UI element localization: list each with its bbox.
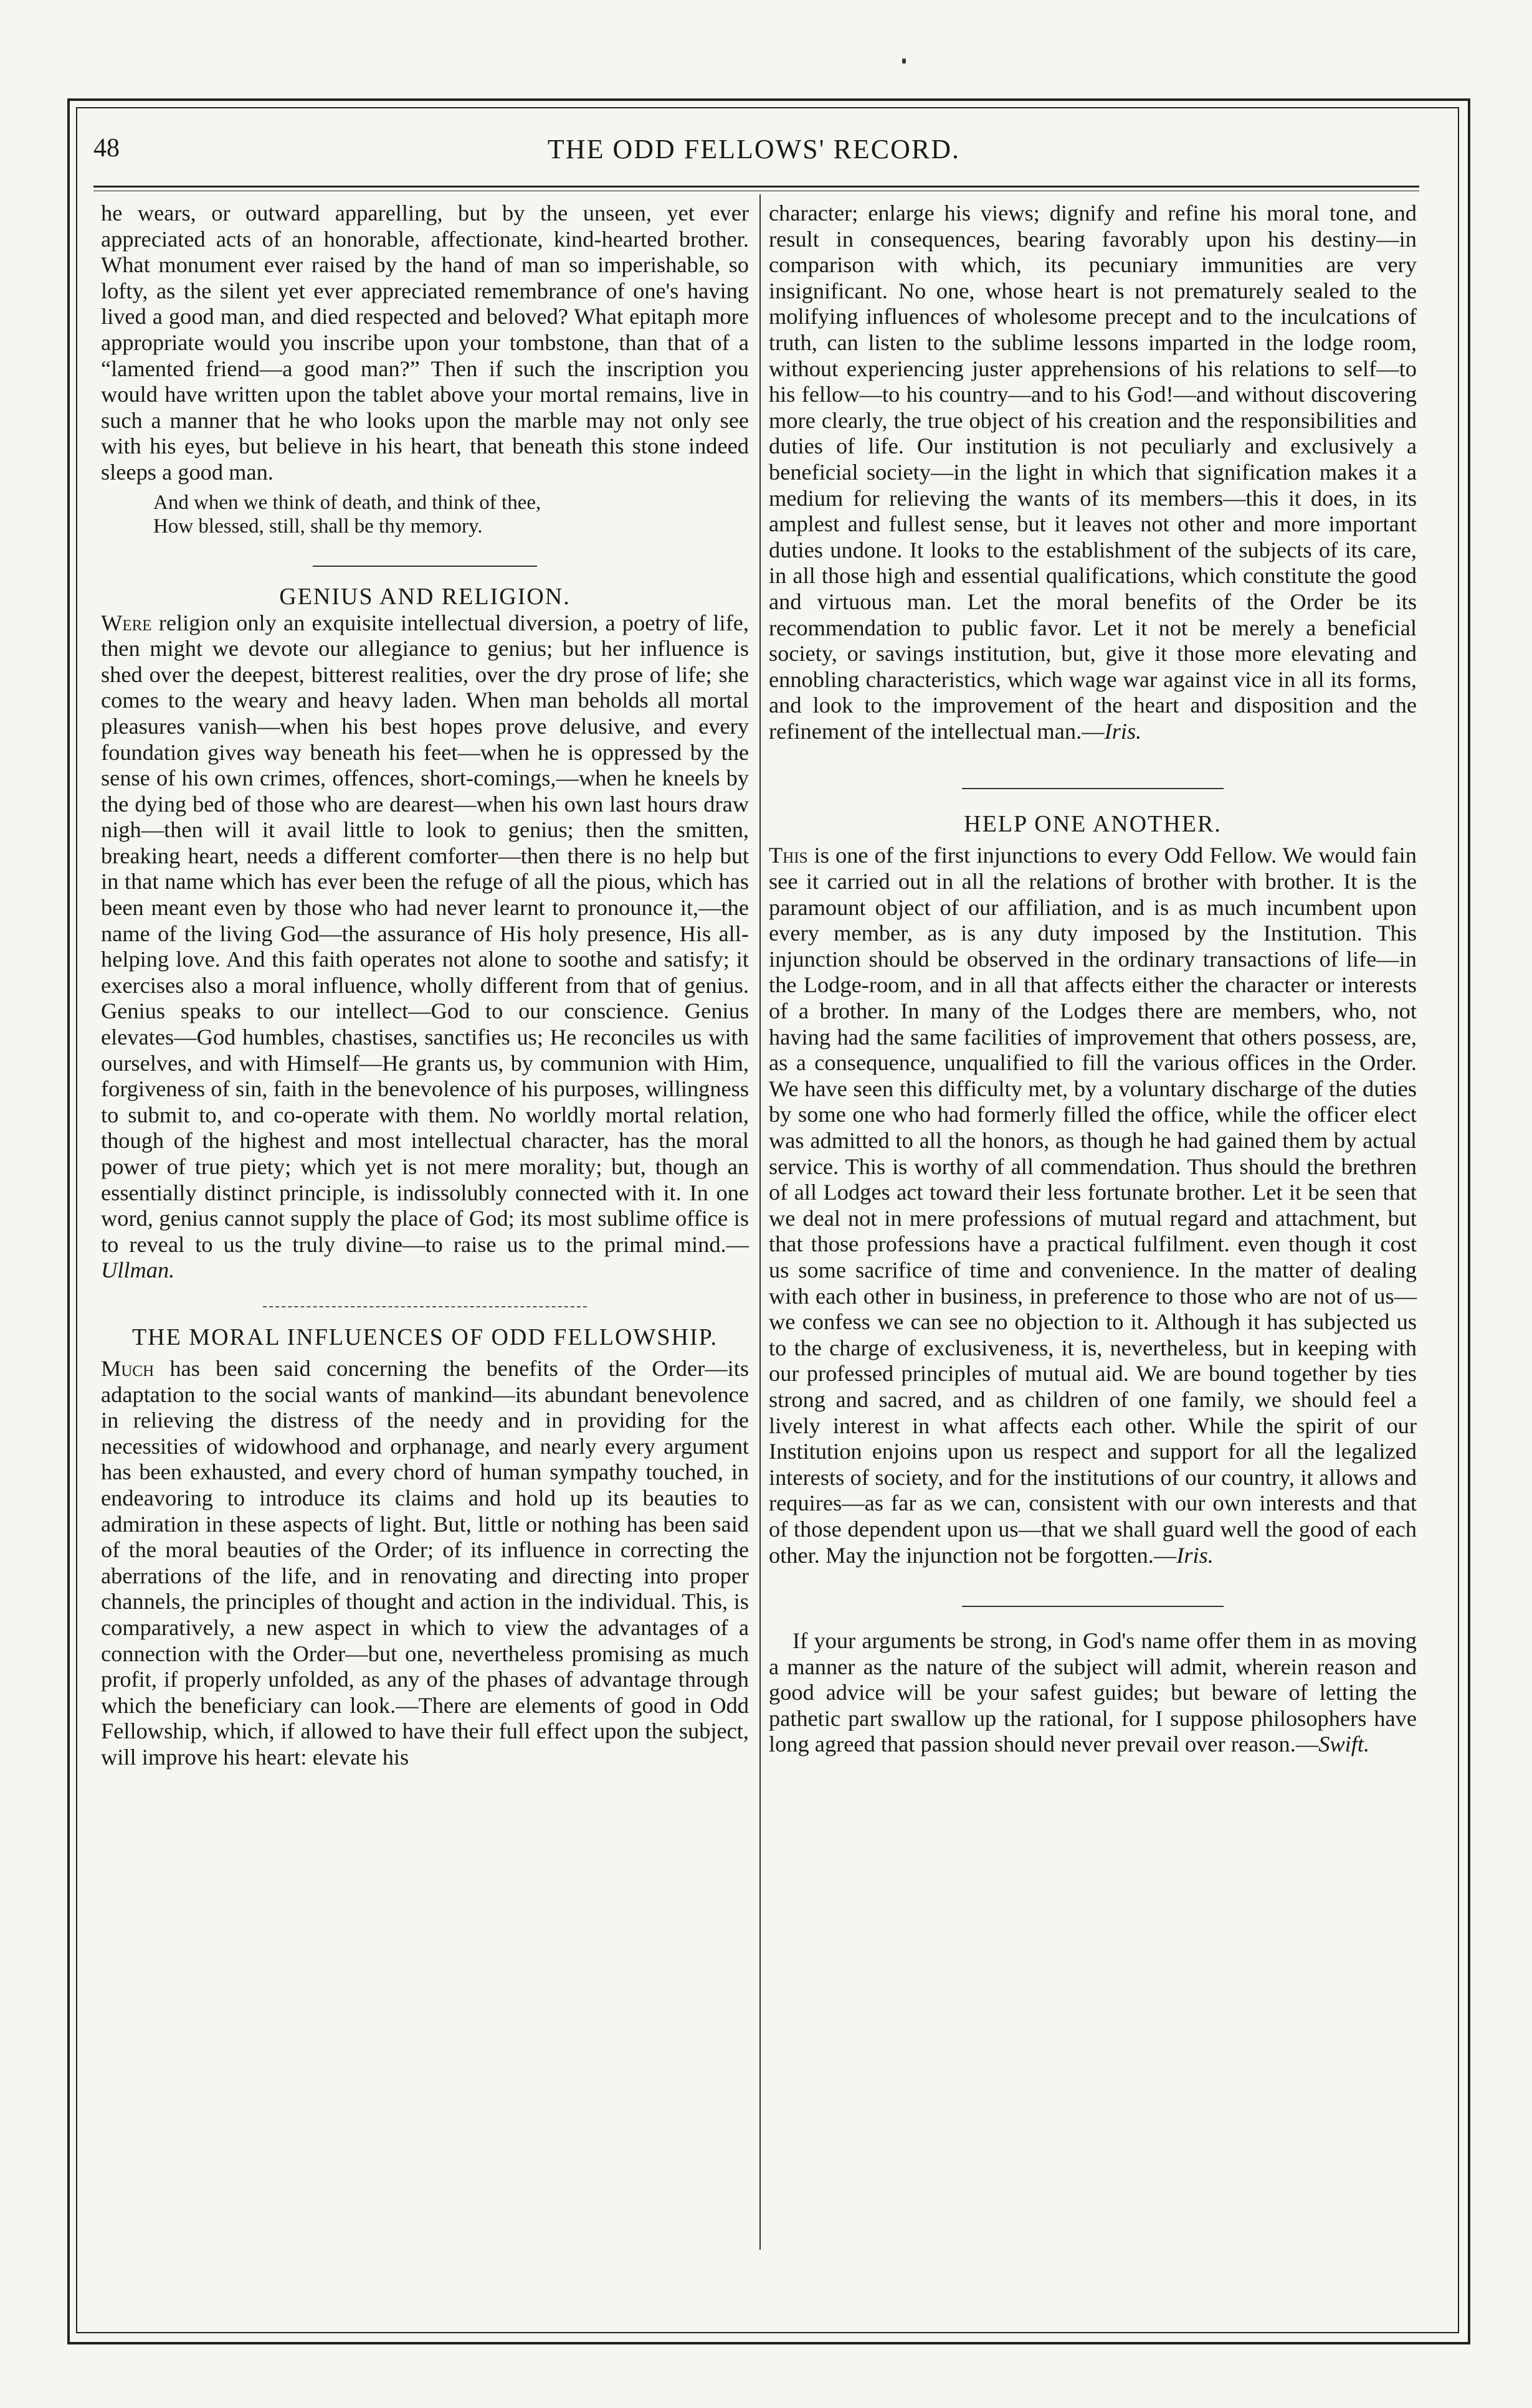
poem-line: How blessed, still, shall be thy memory.: [153, 514, 483, 538]
lead-word: Much: [101, 1355, 155, 1381]
continued-paragraph: he wears, or outward apparelling, but by the unseen, yet ever appreciated acts of an honorable, affectionate, kind-hearted brother. What monument ever raised by the hand of man so imperishable, so lofty, as the silent yet ever appreciated remembrance of one's having lived a good man, and died respected and beloved? What epitaph more appropriate would you inscribe upon your tombstone, than that of a “lamented friend—a good man?” Then if such the inscription you would have written upon the tablet above your mortal remains, live in such a manner that he who looks upon the marble may not only see with his eyes, but believe in his heart, that beneath this stone indeed sleeps a good man.: [101, 201, 749, 485]
section-rule: [962, 788, 1224, 789]
body-text: has been said concerning the benefits of the Order—its adaptation to the social wants of mankind—its abundant benevolence in relieving the distress of the needy and in providing for the necessities of widowhood and orphanage, and nearly every argument has been exhausted, and every chord of human sympathy touched, in endeavoring to introduce its claims and hold up its beauties to admiration in these aspects of light. But, little or nothing has been said of the moral beauties of the Order; of its influence in correcting the aberrations of the life, and in renovating and directing into proper channels, the principles of thought and action in the individual. This, is comparatively, a new aspect in which to view the advantages of a connection with the Order—but one, nevertheless promising as much profit, if properly unfolded, as any of the phases of advantage through which the beneficiary can look.—There are elements of good in Odd Fellowship, which, if allowed to have their full effect upon the subject, will improve his heart: elevate his: [101, 1355, 749, 1770]
attribution: Swift.: [1318, 1732, 1370, 1757]
body-text: is one of the first injunctions to every Odd Fellow. We would fain see it carried out in all the relations of brother with brother. It is the paramount object of our affiliation, and is as much incumbent upon every member, as is any duty imposed by the Institution. This injunction should be observed in the ordinary transactions of life—in the Lodge-room, and in all that affects either the character or interests of a brother. In many of the Lodges there are members, who, not having had the same facilities of improvement that others possess, are, as a consequence, unqualified to fill the various offices in the Order. We have seen this difficulty met, by a voluntary discharge of the duties by some one who had formerly filled the office, while the officer elect was admitted to all the honors, as though he had gained them by actual service. This is worthy of all commendation. Thus should the brethren of all Lodges act toward their less fortunate brother. Let it be seen that we deal not in mere professions of mutual regard and attachment, but that those professions have a practical fulfilment. even though it cost us some sacrifice of time and convenience. In the matter of dealing with each other in business, in preference to those who are not of us—we confess we can see no objection to it. Although it has subjected us to the charge of exclusiveness, it is, nevertheless, but in keeping with our professed principles of mutual aid. We are bound together by ties strong and sacred, and as children of one family, we should feel a lively interest in what affects each other. While the spirit of our Institution enjoins upon us respect and support for all the legalized interests of society, and for the institutions of our country, it allows and requires—as far as we can, consistent with our own interests and that of those dependent upon us—that we shall guard well the good of each other. May the injunction not be forgotten.—: [769, 843, 1417, 1568]
body-text: religion only an exquisite intellectual diversion, a poetry of life, then might we devote our allegiance to genius; but her influence is shed over the deepest, bitterest realities, over the dry prose of life; she comes to the weary and heavy laden. When man beholds all mortal pleasures vanish—when his best hopes prove delusive, and every foundation gives way beneath his feet—when he is oppressed by the sense of his own crimes, offences, short-comings,—when he kneels by the dying bed of those who are dearest—when his own last hours draw nigh—then will it avail little to look to genius; then the smitten, breaking heart, needs a different comforter—then there is no help but in that name which has ever been the refuge of all the pious, which has been meant even by those who had never learnt to pronounce it,—the name of the living God—the assurance of His holy presence, His all-helping love. And this faith operates not alone to soothe and satisfy; it exercises also a moral influence, wholly different from that of genius. Genius speaks to our intellect—God to our conscience. Genius elevates—God humbles, chastises, sanctifies us; He reconciles us with ourselves, and with Himself—He grants us, by communion with Him, forgiveness of sin, faith in the benevolence of his purposes, willingness to submit to, and co-operate with them. No worldly mortal relation, though of the highest and most intellectual character, has the moral power of true piety; which yet is not mere morality; but, though an essentially distinct principle, is indissolubly connected with it. In one word, genius cannot supply the place of God; its most sublime office is to reveal to us the truly divine—to raise us to the primal mind.—: [101, 610, 749, 1257]
body-text: character; enlarge his views; dignify and refine his moral tone, and result in consequences, bearing favorably upon his destiny—in comparison with which, its pecuniary immunities are very insignificant. No one, whose heart is not prematurely sealed to the molifying influences of wholesome precept and to the inculcations of truth, can listen to the sublime lessons imparted in the lodge room, without experiencing juster apprehensions of his relations to self—to his fellow—to his country—and to his God!—and without discovering more clearly, the true object of his creation and the responsibilities and duties of life. Our institution is not peculiarly and exclusively a beneficial society—in the light in which that signification makes it a medium for relieving the wants of its members—this it does, in its amplest and fullest sense, but it leaves not other and more important duties undone. It looks to the establishment of the subjects of its care, in all those high and essential qualifications, which constitute the good and virtuous man. Let the moral benefits of the Order be its recommendation to public favor. Let it not be merely a beneficial society, or savings institution, but, give it those more elevating and ennobling characteristics, which wage war against vice in all its forms, and look to the improvement of the heart and disposition and the refinement of the intellectual man.—: [769, 201, 1417, 744]
article-body-moral-continued: [769, 201, 1417, 744]
left-column: [101, 201, 749, 1770]
lead-word: Were: [101, 610, 152, 635]
article-title-moral: THE MORAL INFLUENCES OF ODD FELLOWSHIP.: [131, 1324, 718, 1350]
page-header: [93, 122, 1414, 171]
right-column: [769, 201, 1417, 1758]
article-title-help: HELP ONE ANOTHER.: [964, 811, 1222, 838]
ink-speck: [902, 59, 906, 64]
article-body-help: [769, 843, 1417, 1568]
lead-word: This: [769, 843, 808, 868]
section-rule: [962, 1606, 1224, 1607]
page-number: 48: [93, 134, 120, 163]
quotation-swift: [769, 1628, 1417, 1758]
article-title-genius: GENIUS AND RELIGION.: [279, 583, 571, 610]
section-rule-wavy: [263, 1306, 587, 1307]
poem: [153, 491, 749, 538]
section-rule: [313, 566, 537, 567]
poem-line: And when we think of death, and think of thee,: [153, 491, 541, 514]
column-divider: [759, 194, 761, 2250]
running-title: THE ODD FELLOWS' RECORD.: [547, 134, 961, 164]
attribution: Iris.: [1104, 718, 1142, 744]
header-rule: [93, 186, 1419, 187]
body-text: If your arguments be strong, in God's name offer them in as moving a manner as the nature of the subject will admit, wherein reason and good advice will be your safest guides; but beware of letting the pathetic part swallow up the rational, for I suppose philosophers have long agreed that passion should never prevail over reason.—: [769, 1628, 1417, 1757]
attribution: Ullman.: [101, 1258, 175, 1283]
article-body-genius: [101, 610, 749, 1284]
article-body-moral: [101, 1356, 749, 1771]
attribution: Iris.: [1176, 1542, 1214, 1568]
